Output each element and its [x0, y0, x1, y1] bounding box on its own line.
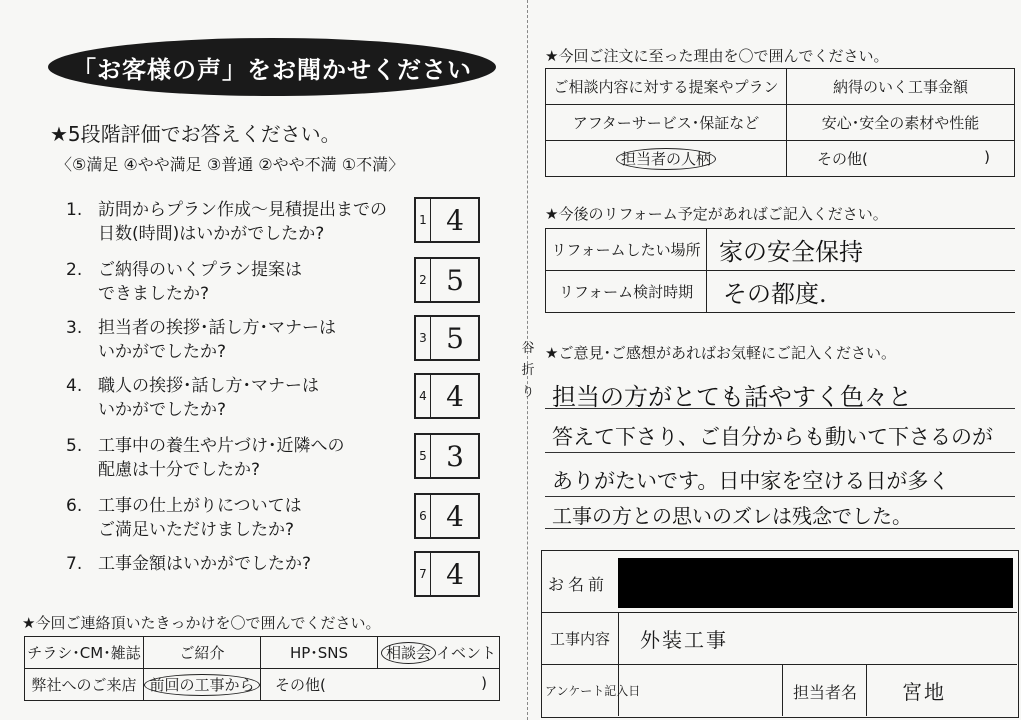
question-item: [66, 374, 396, 424]
contact-option[interactable]: HP･SNS: [261, 637, 378, 669]
score-value: 5: [446, 263, 464, 297]
question-text: 担当者の挨拶･話し方･マナーは いかがでしたか?: [98, 318, 336, 362]
reason-heading: ★今回ご注文に至った理由を〇で囲んでください。: [545, 47, 889, 65]
divider: [541, 664, 1017, 665]
ruled-line: [545, 496, 1015, 497]
score-box[interactable]: [414, 197, 480, 243]
reason-other[interactable]: その他( ): [787, 141, 1015, 177]
question-number: 4.: [66, 376, 83, 396]
question-item: [66, 552, 396, 602]
fold-label: 谷 折 り: [521, 341, 535, 400]
reform-time-value[interactable]: その都度.: [707, 271, 1016, 313]
contact-option-circled[interactable]: 相談会: [381, 642, 436, 664]
contact-option-circled[interactable]: 前回の工事から: [144, 674, 259, 696]
score-index: 5: [416, 435, 431, 477]
score-value: 4: [446, 499, 464, 533]
question-number: 2.: [66, 260, 83, 280]
divider: [541, 612, 1017, 613]
contact-option[interactable]: チラシ･CM･雑誌: [25, 637, 144, 669]
score-value: 5: [446, 321, 464, 355]
contact-option[interactable]: イベント: [436, 644, 497, 662]
score-index: 3: [416, 317, 431, 359]
question-text: 工事中の養生や片づけ･近隣への 配慮は十分でしたか?: [98, 436, 345, 480]
score-box[interactable]: [414, 551, 480, 597]
question-number: 6.: [66, 496, 83, 516]
survey-title: 「お客様の声」をお聞かせください: [48, 38, 496, 96]
score-index: 1: [416, 199, 431, 241]
survey-date-label: アンケート記入日: [545, 684, 641, 698]
divider: [866, 664, 867, 716]
comment-line: 工事の方との思いのズレは残念でした。: [552, 504, 912, 528]
reason-option[interactable]: アフターサービス･保証など: [546, 105, 787, 141]
reform-place-label: リフォームしたい場所: [546, 229, 707, 271]
divider: [618, 612, 619, 716]
question-text: 工事の仕上がりについては ご満足いただけましたか?: [98, 496, 302, 540]
score-value: 4: [446, 557, 464, 591]
work-value[interactable]: 外装工事: [640, 628, 728, 652]
question-item: [66, 316, 396, 366]
score-box[interactable]: [414, 315, 480, 361]
question-item: [66, 494, 396, 544]
comment-line: 担当の方がとても話やすく色々と: [552, 383, 912, 411]
score-index: 7: [416, 553, 431, 595]
question-item: [66, 258, 396, 308]
work-label: 工事内容: [550, 630, 611, 648]
score-box[interactable]: [414, 373, 480, 419]
score-box[interactable]: [414, 433, 480, 479]
score-box[interactable]: [414, 493, 480, 539]
question-item: [66, 434, 396, 484]
comment-line: 答えて下さり、ご自分からも動いて下さるのが: [552, 425, 993, 449]
contact-option[interactable]: 弊社へのご来店: [25, 669, 144, 701]
contact-heading: ★今回ご連絡頂いたきっかけを〇で囲んでください。: [22, 614, 381, 632]
rating-heading: ★5段階評価でお答えください。: [50, 122, 341, 146]
staff-label: 担当者名: [793, 683, 858, 702]
contact-other[interactable]: その他( ): [261, 669, 500, 701]
score-value: 4: [446, 379, 464, 413]
contact-options-table: [24, 636, 500, 701]
reason-option-circled[interactable]: 担当者の人柄: [616, 148, 716, 170]
reason-option[interactable]: 安心･安全の素材や性能: [787, 105, 1015, 141]
name-label: お名前: [548, 575, 609, 594]
question-item: [66, 198, 396, 248]
score-box[interactable]: [414, 257, 480, 303]
contact-option-pair: [378, 637, 500, 669]
reform-heading: ★今後のリフォーム予定があればご記入ください。: [545, 205, 888, 223]
score-index: 4: [416, 375, 431, 417]
contact-option[interactable]: ご紹介: [144, 637, 261, 669]
reform-time-label: リフォーム検討時期: [546, 271, 707, 313]
question-number: 5.: [66, 436, 83, 456]
question-text: 訪問からプラン作成～見積提出までの 日数(時間)はいかがでしたか?: [98, 200, 387, 244]
score-value: 4: [446, 203, 464, 237]
comment-line: ありがたいです。日中家を空ける日が多く: [552, 469, 950, 493]
score-index: 2: [416, 259, 431, 301]
divider: [782, 664, 783, 716]
question-text: ご納得のいくプラン提案は できましたか?: [98, 260, 302, 304]
score-index: 6: [416, 495, 431, 537]
redacted-name: [618, 558, 1013, 608]
reason-option[interactable]: ご相談内容に対する提案やプラン: [546, 69, 787, 105]
staff-value[interactable]: 宮地: [902, 680, 946, 704]
question-number: 3.: [66, 318, 83, 338]
comments-heading: ★ご意見･ご感想があればお気軽にご記入ください。: [545, 344, 896, 362]
ruled-line: [545, 452, 1015, 453]
reason-option[interactable]: 納得のいく工事金額: [787, 69, 1015, 105]
reasons-table: [545, 68, 1015, 177]
question-number: 1.: [66, 200, 83, 220]
score-value: 3: [446, 439, 464, 473]
reform-table: [545, 228, 1015, 313]
question-number: 7.: [66, 554, 83, 574]
reform-place-value[interactable]: 家の安全保持: [707, 229, 1016, 271]
question-text: 職人の挨拶･話し方･マナーは いかがでしたか?: [98, 376, 319, 420]
rating-scale: 〈⑤満足 ④やや満足 ③普通 ②やや不満 ①不満〉: [56, 155, 405, 174]
question-text: 工事金額はいかがでしたか?: [98, 554, 312, 574]
